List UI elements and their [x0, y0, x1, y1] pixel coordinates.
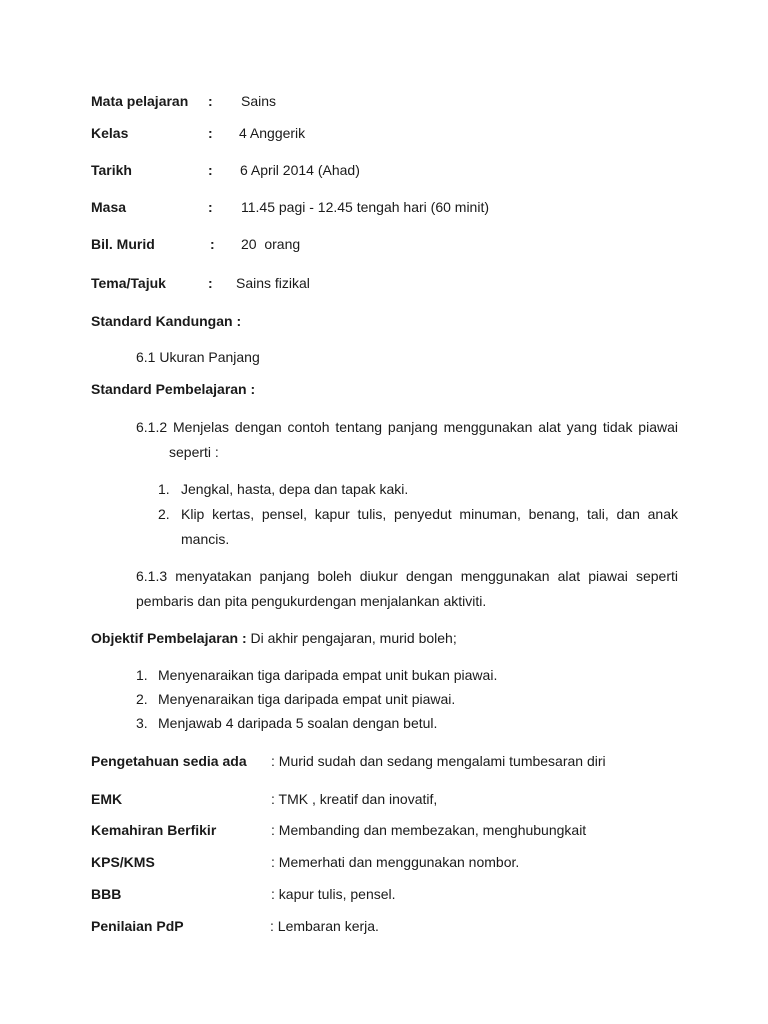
standard-6-1-2-line-2: seperti : [169, 444, 219, 460]
list-number: 1. [158, 481, 170, 497]
standard-kandungan-heading: Standard Kandungan : [91, 313, 242, 329]
list-text-line-2: mancis. [181, 531, 230, 547]
list-text: Jengkal, hasta, depa dan tapak kaki. [181, 481, 409, 497]
field-label: Tarikh [91, 162, 132, 178]
objektif-heading: Objektif Pembelajaran : [91, 630, 247, 646]
field-label: Tema/Tajuk [91, 275, 166, 291]
field-separator: : [208, 275, 213, 291]
field-label: BBB [91, 886, 122, 902]
standard-6-1-3-line-1: 6.1.3 menyatakan panjang boleh diukur dengan menggunakan alat piawai seperti [136, 568, 678, 584]
field-value: : Murid sudah dan sedang mengalami tumbesaran diri [271, 753, 606, 769]
field-value: 11.45 pagi - 12.45 tengah hari (60 minit) [241, 199, 490, 215]
field-label: KPS/KMS [91, 854, 155, 870]
field-value: 20 orang [241, 236, 301, 252]
list-number: 1. [136, 667, 148, 683]
list-number: 2. [158, 506, 170, 522]
list-number: 3. [136, 715, 148, 731]
field-label: Masa [91, 199, 127, 215]
standard-kandungan-item: 6.1 Ukuran Panjang [136, 349, 260, 365]
field-value: Sains [241, 93, 277, 109]
field-label: Kemahiran Berfikir [91, 822, 217, 838]
field-label: Bil. Murid [91, 236, 155, 252]
field-label: Kelas [91, 125, 129, 141]
field-value: : Memerhati dan menggunakan nombor. [271, 854, 520, 870]
list-text-line-1: Klip kertas, pensel, kapur tulis, penyedut minuman, benang, tali, dan anak [181, 506, 678, 522]
field-label: EMK [91, 791, 123, 807]
objektif-intro: Di akhir pengajaran, murid boleh; [246, 630, 457, 646]
list-number: 2. [136, 691, 148, 707]
field-separator: : [208, 199, 213, 215]
list-text: Menjawab 4 daripada 5 soalan dengan betul. [158, 715, 438, 731]
field-separator: : [208, 93, 213, 109]
field-label: Pengetahuan sedia ada [91, 753, 247, 769]
field-label: Penilaian PdP [91, 918, 184, 934]
standard-6-1-3-line-2: pembaris dan pita pengukurdengan menjalankan aktiviti. [136, 593, 487, 609]
list-text: Menyenaraikan tiga daripada empat unit bukan piawai. [158, 667, 498, 683]
standard-pembelajaran-heading: Standard Pembelajaran : [91, 381, 256, 397]
field-value: 6 April 2014 (Ahad) [240, 162, 360, 178]
field-value: : kapur tulis, pensel. [271, 886, 396, 902]
list-text: Menyenaraikan tiga daripada empat unit piawai. [158, 691, 456, 707]
field-separator: : [208, 162, 213, 178]
field-label: Mata pelajaran [91, 93, 189, 109]
field-value: : Membanding dan membezakan, menghubungkait [271, 822, 587, 838]
field-value: : Lembaran kerja. [270, 918, 379, 934]
field-separator: : [208, 125, 213, 141]
field-separator: : [210, 236, 215, 252]
field-value: Sains fizikal [236, 275, 310, 291]
standard-6-1-2-line-1: 6.1.2 Menjelas dengan contoh tentang panjang menggunakan alat yang tidak piawai [136, 419, 678, 435]
objektif-line [91, 629, 457, 647]
field-value: 4 Anggerik [239, 125, 306, 141]
field-value: : TMK , kreatif dan inovatif, [271, 791, 438, 807]
